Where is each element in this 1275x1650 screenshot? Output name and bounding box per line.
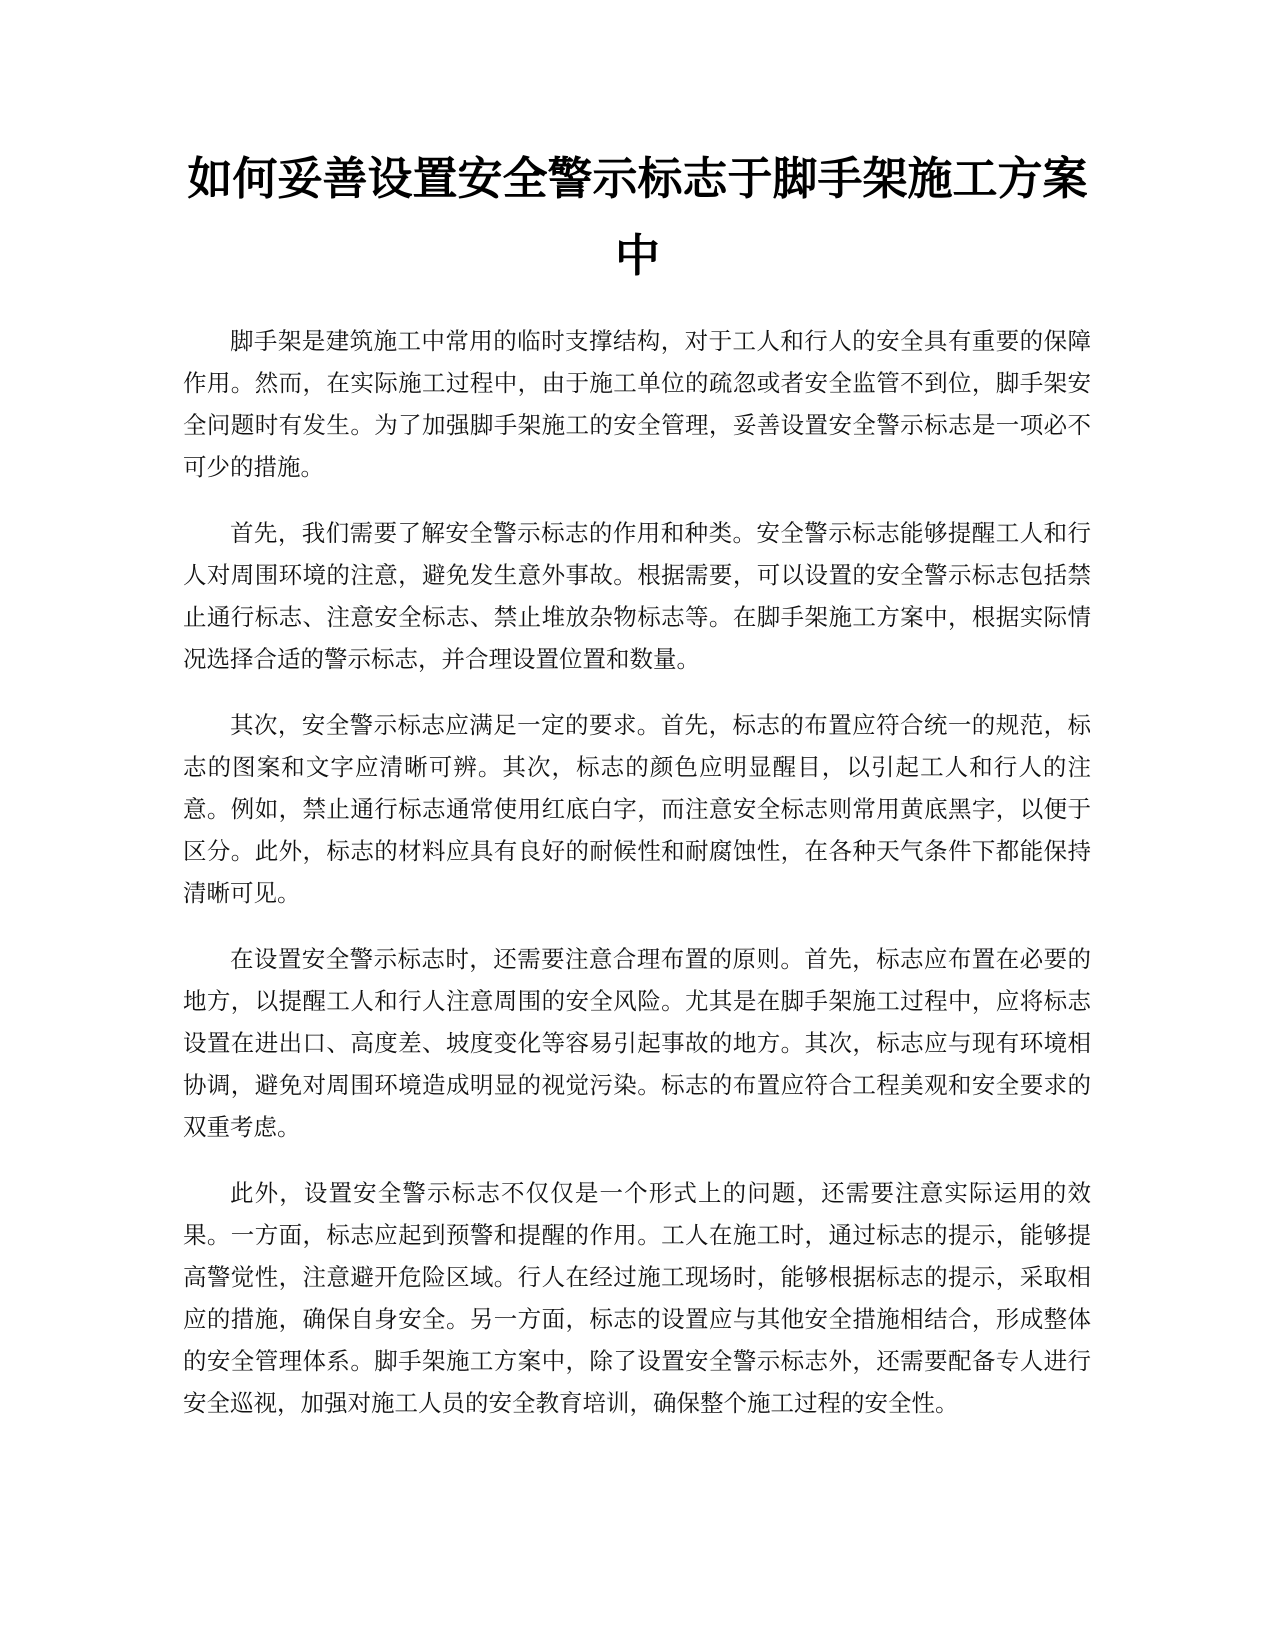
paragraph-1: 脚手架是建筑施工中常用的临时支撑结构，对于工人和行人的安全具有重要的保障作用。然而，在实际施工过程中，由于施工单位的疏忽或者安全监管不到位，脚手架安全问题时有发生。为了加强脚手架施工的安全管理，妥善设置安全警示标志是一项必不可少的措施。 bbox=[183, 327, 1091, 481]
paragraph-2: 首先，我们需要了解安全警示标志的作用和种类。安全警示标志能够提醒工人和行人对周围环境的注意，避免发生意外事故。根据需要，可以设置的安全警示标志包括禁止通行标志、注意安全标志、禁止堆放杂物标志等。在脚手架施工方案中，根据实际情况选择合适的警示标志，并合理设置位置和数量。 bbox=[183, 519, 1091, 673]
paragraph-3: 其次，安全警示标志应满足一定的要求。首先，标志的布置应符合统一的规范，标志的图案和文字应清晰可辨。其次，标志的颜色应明显醒目，以引起工人和行人的注意。例如，禁止通行标志通常使用红底白字，而注意安全标志则常用黄底黑字，以便于区分。此外，标志的材料应具有良好的耐候性和耐腐蚀性，在各种天气条件下都能保持清晰可见。 bbox=[183, 711, 1091, 907]
paragraph-4: 在设置安全警示标志时，还需要注意合理布置的原则。首先，标志应布置在必要的地方，以提醒工人和行人注意周围的安全风险。尤其是在脚手架施工过程中，应将标志设置在进出口、高度差、坡度变化等容易引起事故的地方。其次，标志应与现有环境相协调，避免对周围环境造成明显的视觉污染。标志的布置应符合工程美观和安全要求的双重考虑。 bbox=[183, 945, 1091, 1141]
paragraph-5: 此外，设置安全警示标志不仅仅是一个形式上的问题，还需要注意实际运用的效果。一方面，标志应起到预警和提醒的作用。工人在施工时，通过标志的提示，能够提高警觉性，注意避开危险区域。行人在经过施工现场时，能够根据标志的提示，采取相应的措施，确保自身安全。另一方面，标志的设置应与其他安全措施相结合，形成整体的安全管理体系。脚手架施工方案中，除了设置安全警示标志外，还需要配备专人进行安全巡视，加强对施工人员的安全教育培训，确保整个施工过程的安全性。 bbox=[183, 1179, 1091, 1417]
document-body bbox=[183, 320, 1091, 1448]
document-title: 如何妥善设置安全警示标志于脚手架施工方案中 bbox=[187, 152, 1088, 282]
